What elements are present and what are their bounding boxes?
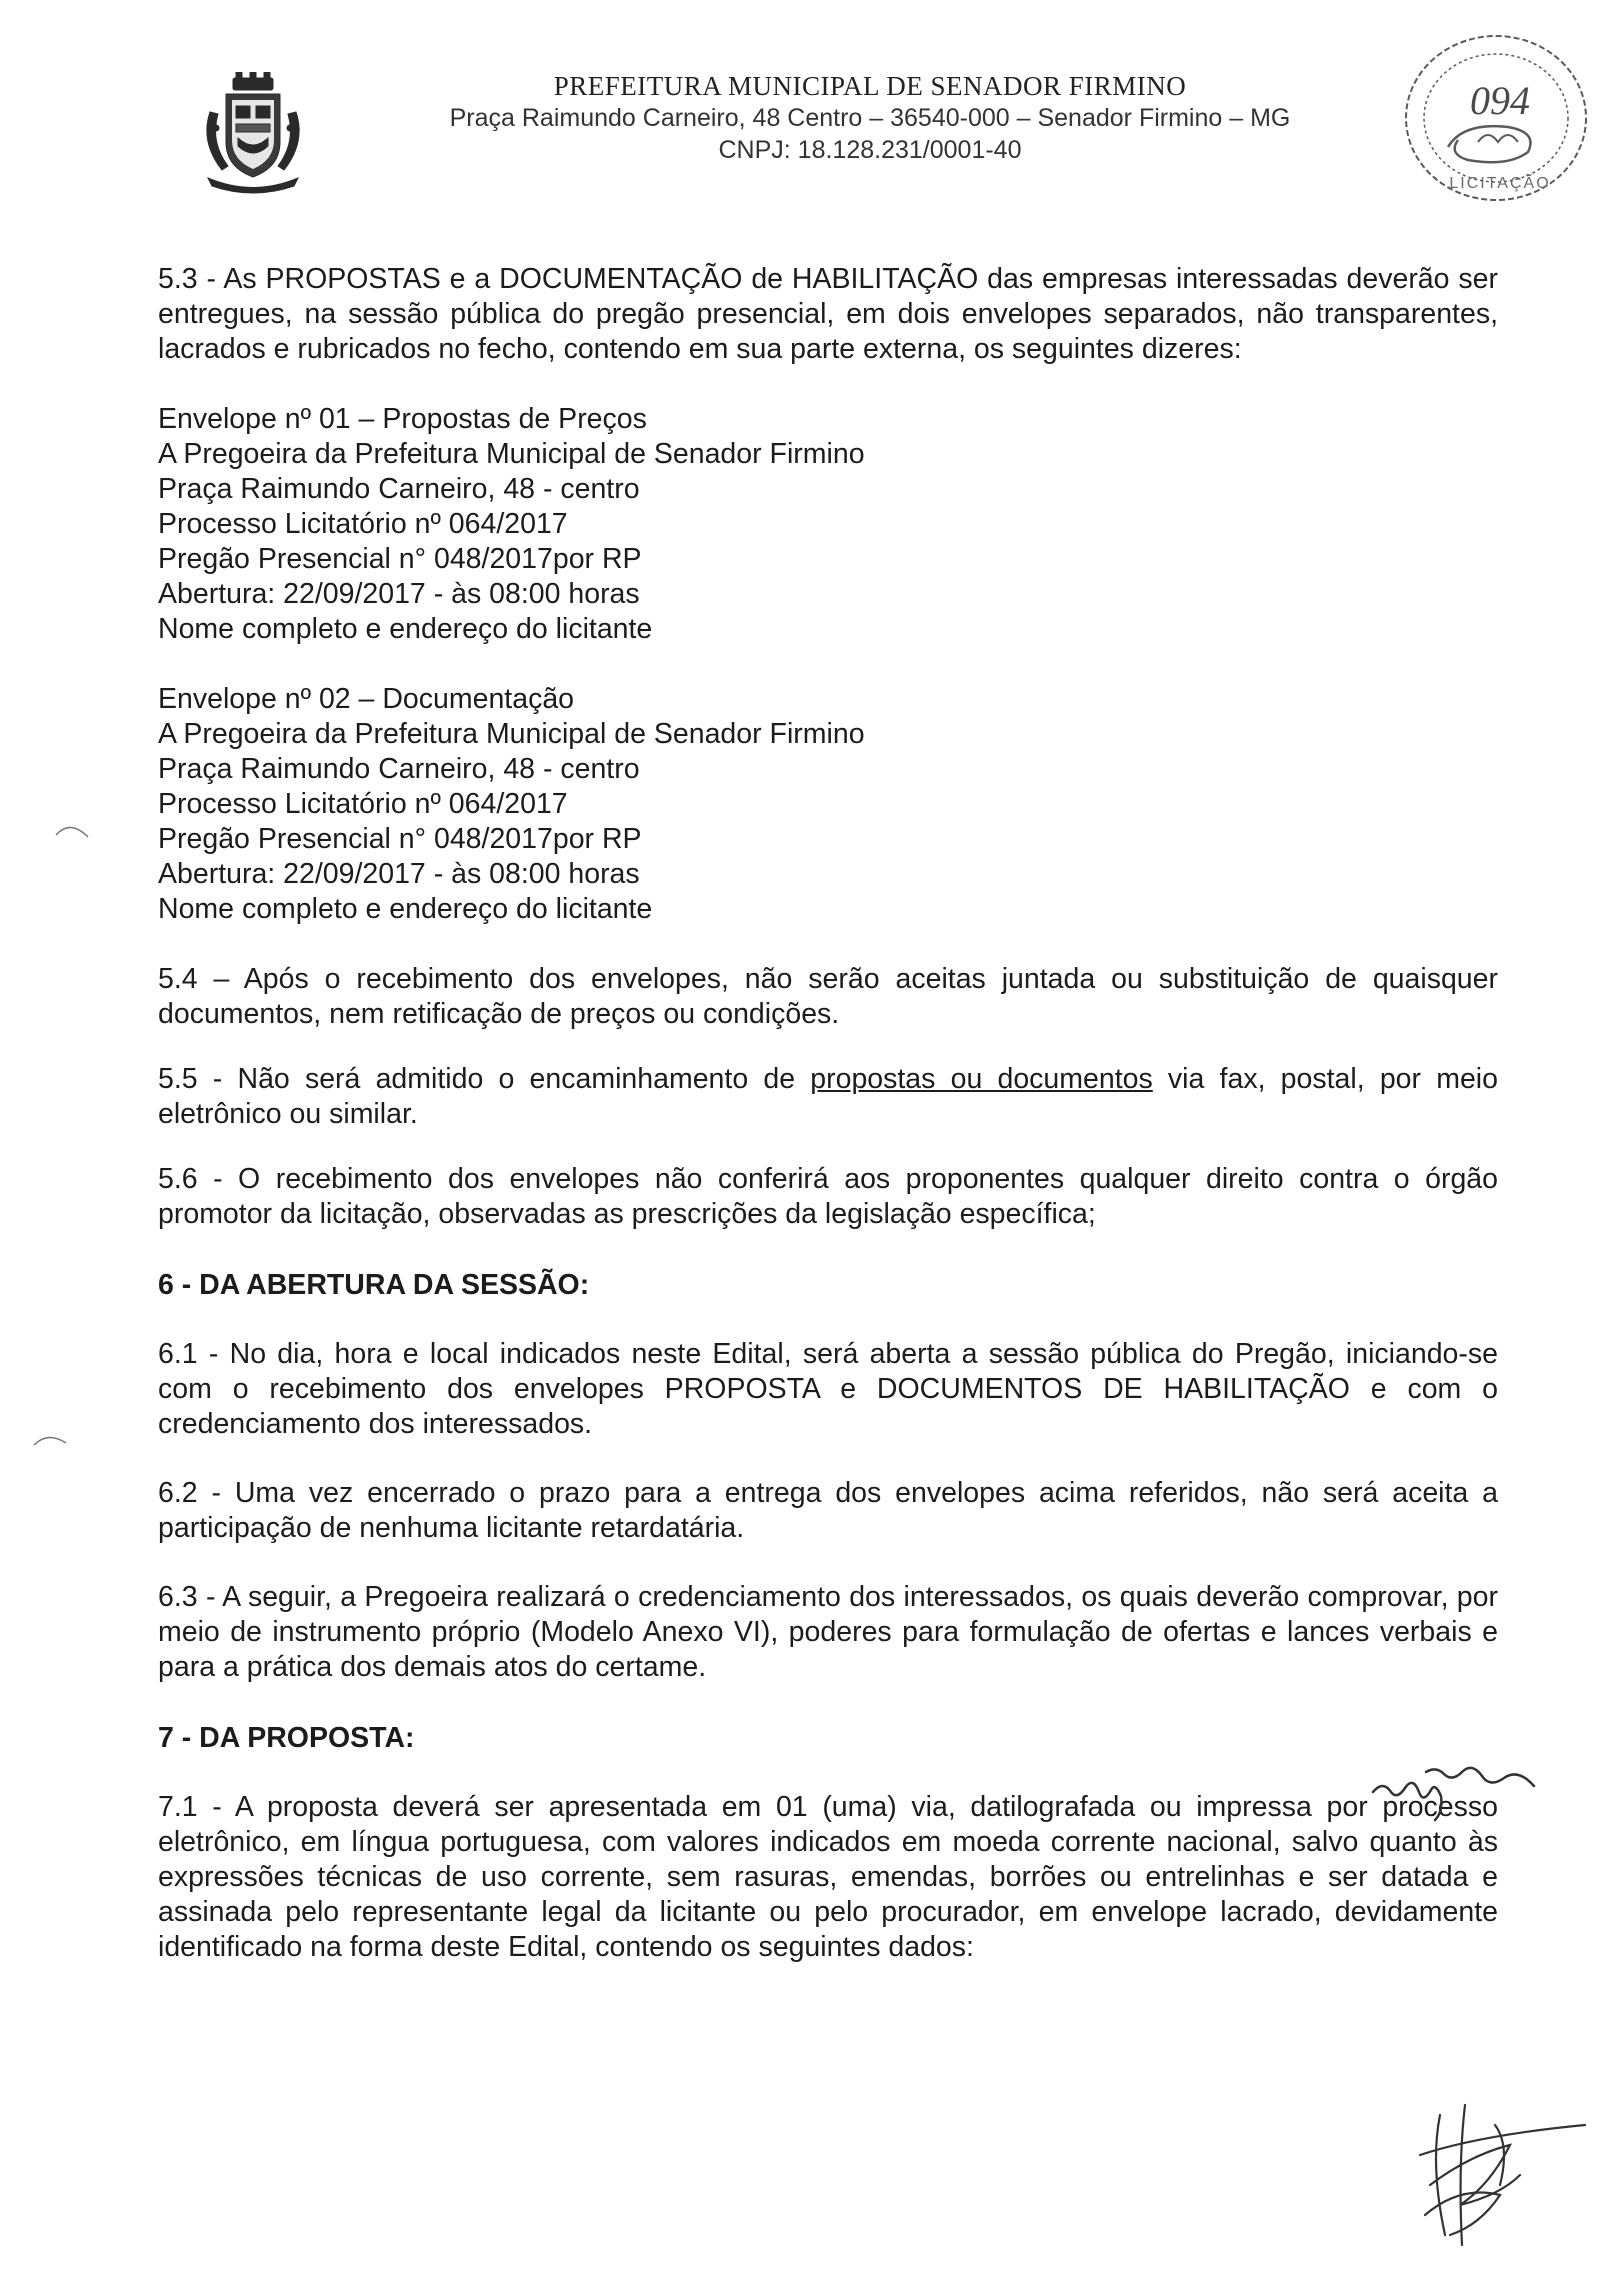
envelope-2-line: Pregão Presencial n° 048/2017por RP [158, 823, 642, 855]
letterhead-cnpj: CNPJ: 18.128.231/0001-40 [718, 136, 1022, 164]
envelope-2-line: Praça Raimundo Carneiro, 48 - centro [158, 753, 640, 785]
envelope-2-block [158, 682, 1498, 927]
paragraph-5-3: 5.3 - As PROPOSTAS e a DOCUMENTAÇÃO de HABILITAÇÃO das empresas interessadas deverão ser entregues, na sessão pública do pregão presencial, em dois envelopes separados, não transparentes, lacrados e rubricados no fecho, contendo em sua parte externa, os seguintes dizeres: [158, 263, 1498, 365]
margin-mark [30, 1425, 70, 1455]
paragraph-5-5-underlined: propostas ou documentos [810, 1063, 1153, 1095]
paragraph-5-5-end: via fax, postal, por meio eletrônico ou similar. [158, 1063, 1498, 1130]
section-heading-6: 6 - DA ABERTURA DA SESSÃO: [158, 1269, 590, 1301]
handwritten-signature [1400, 2085, 1590, 2255]
envelope-1-line: A Pregoeira da Prefeitura Municipal de Senador Firmino [158, 438, 865, 470]
envelope-1-line: Praça Raimundo Carneiro, 48 - centro [158, 473, 640, 505]
handwritten-initial [1368, 1752, 1558, 1822]
envelope-1-line: Envelope nº 01 – Propostas de Preços [158, 403, 647, 435]
envelope-1-line: Abertura: 22/09/2017 - às 08:00 horas [158, 578, 640, 610]
letterhead-address: Praça Raimundo Carneiro, 48 Centro – 36540-000 – Senador Firmino – MG [449, 104, 1291, 132]
paragraph-6-3: 6.3 - A seguir, a Pregoeira realizará o credenciamento dos interessados, os quais deverão comprovar, por meio de instrumento próprio (Modelo Anexo VI), poderes para formulação de ofertas e lances verbais e para a prática dos demais atos do certame. [158, 1581, 1498, 1683]
envelope-2-line: Envelope nº 02 – Documentação [158, 683, 575, 715]
envelope-1-line: Pregão Presencial n° 048/2017por RP [158, 543, 642, 575]
paragraph-5-6: 5.6 - O recebimento dos envelopes não conferirá aos proponentes qualquer direito contra o órgão promotor da licitação, observadas as prescrições da legislação específica; [158, 1163, 1498, 1230]
envelope-2-line: A Pregoeira da Prefeitura Municipal de Senador Firmino [158, 718, 865, 750]
municipal-crest-icon [198, 72, 308, 197]
section-heading-7: 7 - DA PROPOSTA: [158, 1722, 415, 1754]
envelope-1-block [158, 402, 1498, 647]
stamp-number: 094 [1470, 78, 1530, 123]
paragraph-6-1: 6.1 - No dia, hora e local indicados neste Edital, será aberta a sessão pública do Pregão, iniciando-se com o recebimento dos envelopes PROPOSTA e DOCUMENTOS DE HABILITAÇÃO e com o credenciamento dos interessados. [158, 1338, 1498, 1440]
paragraph-5-5-start: 5.5 - Não será admitido o encaminhamento de [158, 1063, 811, 1095]
letterhead [360, 70, 1380, 166]
letterhead-title: PREFEITURA MUNICIPAL DE SENADOR FIRMINO [553, 71, 1187, 101]
envelope-2-line: Abertura: 22/09/2017 - às 08:00 horas [158, 858, 640, 890]
paragraph-5-5 [158, 1062, 1498, 1132]
envelope-1-line: Nome completo e endereço do licitante [158, 613, 653, 645]
paragraph-5-4: 5.4 – Após o recebimento dos envelopes, não serão aceitas juntada ou substituição de quaisquer documentos, nem retificação de preços ou condições. [158, 963, 1498, 1030]
envelope-1-line: Processo Licitatório nº 064/2017 [158, 508, 568, 540]
envelope-2-line: Nome completo e endereço do licitante [158, 893, 653, 925]
envelope-2-line: Processo Licitatório nº 064/2017 [158, 788, 568, 820]
protocol-stamp [1388, 22, 1598, 212]
paragraph-7-1: 7.1 - A proposta deverá ser apresentada em 01 (uma) via, datilografada ou impressa por processo eletrônico, em língua portuguesa, com valores indicados em moeda corrente nacional, salvo quanto às expressões técnicas de uso corrente, sem rasuras, emendas, borrões ou entrelinhas e ser datada e assinada pelo representante legal da licitante ou pelo procurador, em envelope lacrado, devidamente identificado na forma deste Edital, contendo os seguintes dados: [158, 1791, 1498, 1963]
document-body [158, 262, 1498, 1965]
paragraph-6-2: 6.2 - Uma vez encerrado o prazo para a entrega dos envelopes acima referidos, não será aceita a participação de nenhuma licitante retardatária. [158, 1477, 1498, 1544]
margin-mark [52, 815, 92, 845]
stamp-caption: LICITAÇÃO [1449, 175, 1551, 192]
